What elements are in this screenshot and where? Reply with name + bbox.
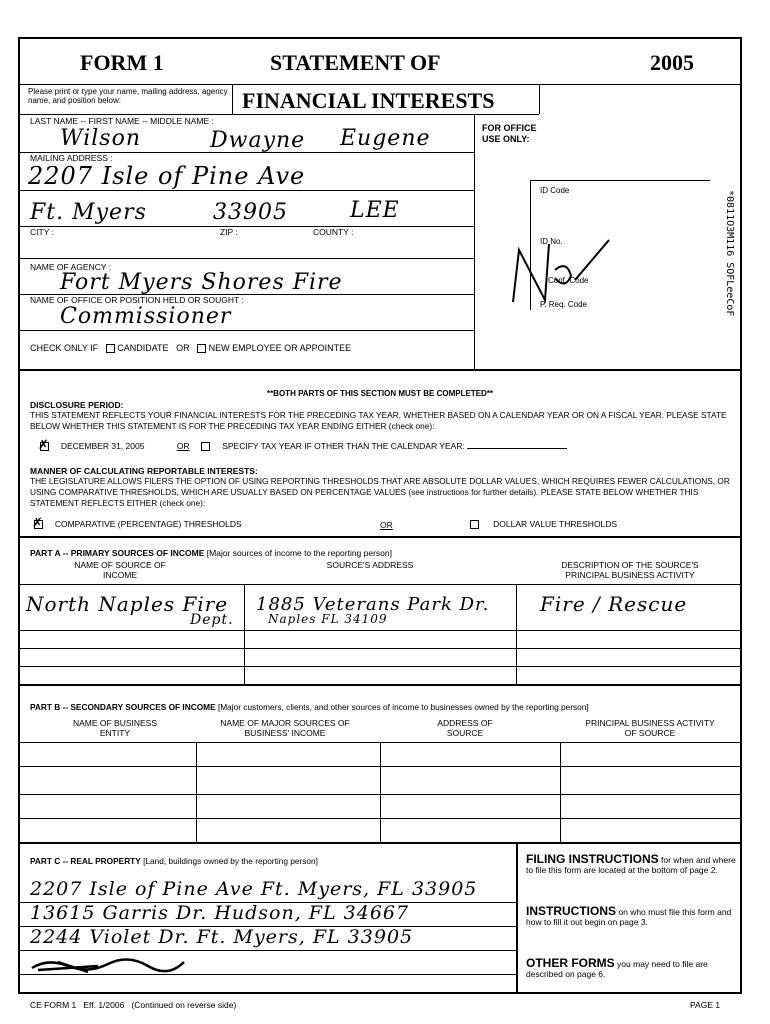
part-b-col1: NAME OF BUSINESS ENTITY — [72, 718, 158, 738]
other-forms — [526, 958, 736, 979]
zip-label: ZIP : — [220, 227, 238, 237]
id-no-label: ID No. — [540, 237, 563, 246]
part-a-row1-name[interactable]: North Naples Fire — [26, 592, 229, 616]
agency-value[interactable]: Fort Myers Shores Fire — [60, 270, 343, 295]
dollar-option — [470, 519, 617, 529]
dollar-label: DOLLAR VALUE THRESHOLDS — [493, 519, 618, 529]
header-divider — [18, 84, 539, 85]
name-label: LAST NAME -- FIRST NAME -- MIDDLE NAME : — [30, 116, 214, 126]
county-value[interactable]: LEE — [350, 198, 400, 223]
part-b-heading — [30, 702, 589, 712]
office-stamp: *0811O3M116 SOFLeeCoF — [724, 190, 735, 317]
rule — [516, 584, 517, 684]
rule — [18, 226, 474, 227]
title-box-right — [539, 84, 540, 114]
form-year: 2005 — [650, 50, 694, 75]
rule — [18, 258, 474, 259]
part-a-col3: DESCRIPTION OF THE SOURCE'S PRINCIPAL BUSINESS ACTIVITY — [561, 560, 699, 580]
part-b-col4: PRINCIPAL BUSINESS ACTIVITY OF SOURCE — [585, 718, 715, 738]
other-text: you may need to file are described on page 6. — [526, 959, 708, 979]
rule — [18, 950, 516, 951]
name-first[interactable]: Dwayne — [210, 128, 306, 153]
part-a-row1-desc[interactable]: Fire / Rescue — [540, 592, 688, 616]
check-only-row — [30, 343, 351, 353]
or-label: OR — [176, 441, 190, 451]
check-only-label: CHECK ONLY IF — [30, 343, 99, 353]
header-divider-right — [539, 84, 742, 85]
part-c-heading — [30, 856, 318, 866]
part-b-col3: ADDRESS OF SOURCE — [437, 718, 493, 738]
part-a-subtitle: [Major sources of income to the reporting person] — [206, 548, 392, 558]
city-label: CITY : — [30, 227, 54, 237]
comparative-label: COMPARATIVE (PERCENTAGE) THRESHOLDS — [54, 519, 242, 529]
rule — [18, 584, 742, 585]
office-signature-mark — [505, 230, 615, 310]
office-use-label: FOR OFFICE USE ONLY: — [482, 123, 537, 144]
footer-left: CE FORM 1 Eff. 1/2006 (Continued on reverse side) — [30, 1000, 237, 1010]
filing-text: for when and where to file this form are located at the bottom of page 2. — [526, 855, 736, 875]
period-options — [38, 437, 567, 453]
rule — [18, 842, 742, 844]
new-employee-checkbox[interactable] — [197, 344, 206, 353]
filing-instructions — [526, 854, 736, 875]
part-b-col2: NAME OF MAJOR SOURCES OF BUSINESS' INCOME — [220, 718, 350, 738]
part-c-scribble — [28, 954, 188, 976]
new-employee-label: NEW EMPLOYEE OR APPOINTEE — [208, 343, 352, 353]
office-label: NAME OF OFFICE OR POSITION HELD OR SOUGHT : — [30, 295, 244, 305]
dollar-checkbox[interactable] — [470, 520, 479, 529]
p-req-code-label: P. Req. Code — [540, 300, 587, 309]
rule — [196, 742, 197, 842]
mailing-label: MAILING ADDRESS : — [30, 153, 113, 163]
part-a-row1-name2[interactable]: Dept. — [190, 612, 234, 628]
rule — [18, 630, 742, 631]
rule — [560, 742, 561, 842]
period-text: THIS STATEMENT REFLECTS YOUR FINANCIAL INTERESTS FOR THE PRECEDING TAX YEAR, WHETHER BASED ON A CALENDAR YEAR OR ON A FISCAL YEAR. PLEASE STATE BELOW WHETHER THIS STATEMENT IS FOR THE PRECEDING TAX YEAR ENDING EITHER (check one): — [30, 410, 727, 431]
manner-heading: MANNER OF CALCULATING REPORTABLE INTERESTS: — [30, 466, 258, 476]
part-b-subtitle: [Major customers, clients, and other sources of income to businesses owned by the reporting person] — [217, 702, 589, 712]
period-heading: DISCLOSURE PERIOD: — [30, 400, 124, 410]
print-instruction: Please print or type your name, mailing address, agency name, and position below: — [28, 87, 228, 105]
rule — [18, 974, 516, 975]
form-label: FORM 1 — [80, 50, 164, 75]
rule — [18, 684, 742, 686]
rule — [244, 584, 245, 684]
mailing-value[interactable]: 2207 Isle of Pine Ave — [28, 162, 306, 190]
part-a-heading — [30, 548, 392, 558]
rule — [18, 536, 742, 538]
id-code-label: ID Code — [540, 186, 570, 195]
specify-label: SPECIFY TAX YEAR IF OTHER THAN THE CALENDAR YEAR: — [222, 441, 465, 451]
dec31-checkbox[interactable]: ✗ — [38, 437, 49, 453]
title-line2: FINANCIAL INTERESTS — [242, 88, 495, 113]
rule — [18, 648, 742, 649]
comparative-checkbox[interactable]: ✗ — [32, 515, 43, 531]
part-a-row1-addr[interactable]: 1885 Veterans Park Dr. — [256, 594, 490, 615]
rule — [18, 190, 474, 191]
part-c-title: PART C -- REAL PROPERTY — [30, 856, 141, 866]
city-value[interactable]: Ft. Myers — [30, 200, 147, 225]
part-c-row3[interactable]: 2244 Violet Dr. Ft. Myers, FL 33905 — [30, 926, 414, 948]
part-c-row1[interactable]: 2207 Isle of Pine Ave Ft. Myers, FL 33905 — [30, 878, 478, 900]
county-label: COUNTY : — [313, 227, 354, 237]
or-label: OR — [176, 343, 190, 353]
title-line1: STATEMENT OF — [270, 50, 441, 75]
other-title: OTHER FORMS — [526, 956, 615, 970]
how-instructions — [526, 906, 736, 927]
instr-text: on who must file this form and how to fill it out begin on page 3. — [526, 907, 732, 927]
part-a-row1-addr2[interactable]: Naples FL 34109 — [268, 612, 388, 626]
rule — [18, 114, 539, 115]
footer-right: PAGE 1 — [690, 1000, 721, 1010]
specify-checkbox[interactable] — [201, 442, 210, 451]
office-value[interactable]: Commissioner — [60, 304, 232, 329]
name-last[interactable]: Wilson — [60, 126, 142, 151]
rule — [380, 742, 381, 842]
part-a-col2: SOURCE'S ADDRESS — [326, 560, 414, 570]
title-box-left — [232, 84, 233, 114]
candidate-checkbox[interactable] — [106, 344, 115, 353]
rule — [516, 842, 518, 994]
part-a-title: PART A -- PRIMARY SOURCES OF INCOME — [30, 548, 205, 558]
manner-options — [32, 515, 242, 531]
or-label: OR — [380, 520, 393, 530]
zip-value[interactable]: 33905 — [213, 200, 288, 225]
instr-title: INSTRUCTIONS — [526, 904, 616, 918]
manner-text: THE LEGISLATURE ALLOWS FILERS THE OPTION OF USING REPORTING THRESHOLDS THAT ARE ABSOLUTE DOLLAR VALUES, WHICH REQUIRES FEWER CALCULATIONS, OR USING COMPARATIVE THRESHOLDS, WHICH ARE USUALLY BASED ON PERCENTAGE VALUES (see instructions for further details). PLEASE STATE BELOW WHETHER THIS STATEMENT REFLECTS EITHER (check one): — [30, 476, 730, 508]
candidate-label: CANDIDATE — [117, 343, 169, 353]
agency-label: NAME OF AGENCY : — [30, 262, 112, 272]
part-c-subtitle: [Land, buildings owned by the reporting person] — [143, 856, 318, 866]
filing-title: FILING INSTRUCTIONS — [526, 852, 659, 866]
office-use-divider — [474, 114, 475, 369]
part-a-col1: NAME OF SOURCE OF INCOME — [74, 560, 166, 580]
part-c-row2[interactable]: 13615 Garris Dr. Hudson, FL 34667 — [30, 902, 410, 924]
rule — [18, 330, 474, 331]
rule — [18, 369, 742, 371]
conf-code-label: Conf. Code — [548, 276, 589, 285]
name-middle[interactable]: Eugene — [340, 126, 431, 151]
part-b-title: PART B -- SECONDARY SOURCES OF INCOME — [30, 702, 216, 712]
both-parts-notice: **BOTH PARTS OF THIS SECTION MUST BE COMPLETED** — [266, 389, 494, 398]
dec31-label: DECEMBER 31, 2005 — [60, 441, 145, 451]
rule — [530, 180, 710, 181]
rule — [18, 666, 742, 667]
